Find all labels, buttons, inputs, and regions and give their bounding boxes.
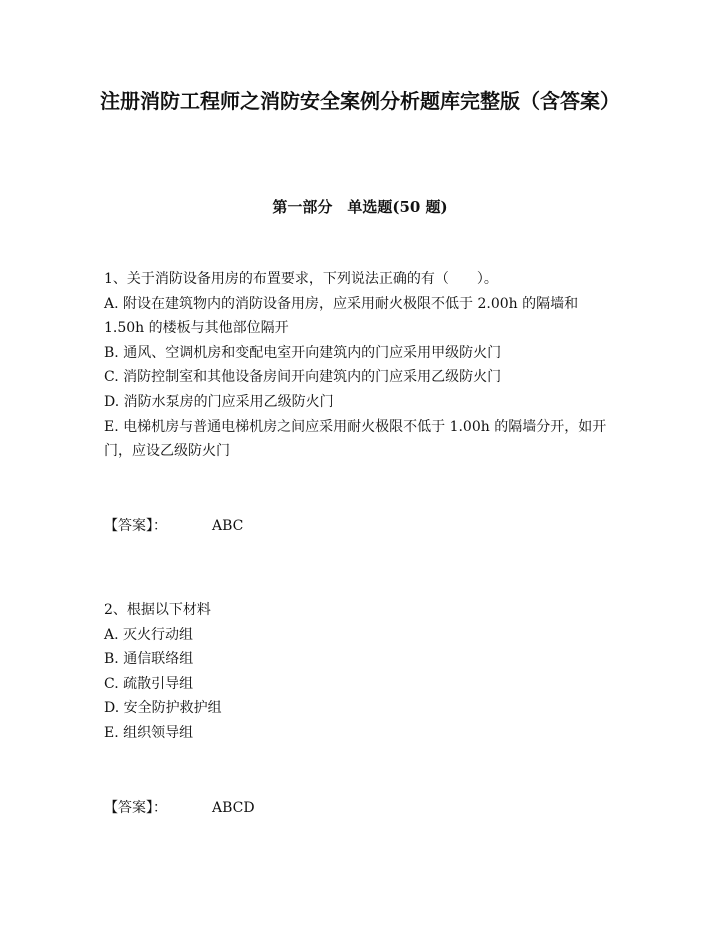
option-c: C. 疏散引导组 <box>104 675 194 692</box>
option-a: A. 附设在建筑物内的消防设备用房，应采用耐火极限不低于 2.00h 的隔墙和 1.50h 的楼板与其他部位隔开 <box>104 295 579 337</box>
question-stem: 1、关于消防设备用房的布置要求，下列说法正确的有（ ）。 <box>104 271 498 287</box>
question-2 <box>104 598 614 746</box>
answer-label: 【答案】： <box>104 800 167 816</box>
document-title: 注册消防工程师之消防安全案例分析题库完整版（含答案） <box>100 89 620 113</box>
option-b: B. 通信联络组 <box>104 651 194 668</box>
answer-label: 【答案】： <box>104 518 167 534</box>
option-e: E. 组织领导组 <box>104 724 194 741</box>
section-heading: 第一部分 单选题(50 题) <box>272 198 448 216</box>
option-c: C. 消防控制室和其他设备房间开向建筑内的门应采用乙级防火门 <box>104 369 502 386</box>
answer-1 <box>104 514 614 538</box>
option-d: D. 消防水泵房的门应采用乙级防火门 <box>104 393 334 410</box>
answer-2 <box>104 796 614 820</box>
question-stem: 2、根据以下材料 <box>104 602 211 618</box>
question-1 <box>104 267 614 464</box>
option-e: E. 电梯机房与普通电梯机房之间应采用耐火极限不低于 1.00h 的隔墙分开，如开门，应设乙级防火门 <box>104 418 607 460</box>
option-b: B. 通风、空调机房和变配电室开向建筑内的门应采用甲级防火门 <box>104 344 502 361</box>
option-d: D. 安全防护救护组 <box>104 700 222 717</box>
answer-value: ABCD <box>212 800 255 816</box>
option-a: A. 灭火行动组 <box>104 626 194 643</box>
answer-value: ABC <box>212 518 244 534</box>
